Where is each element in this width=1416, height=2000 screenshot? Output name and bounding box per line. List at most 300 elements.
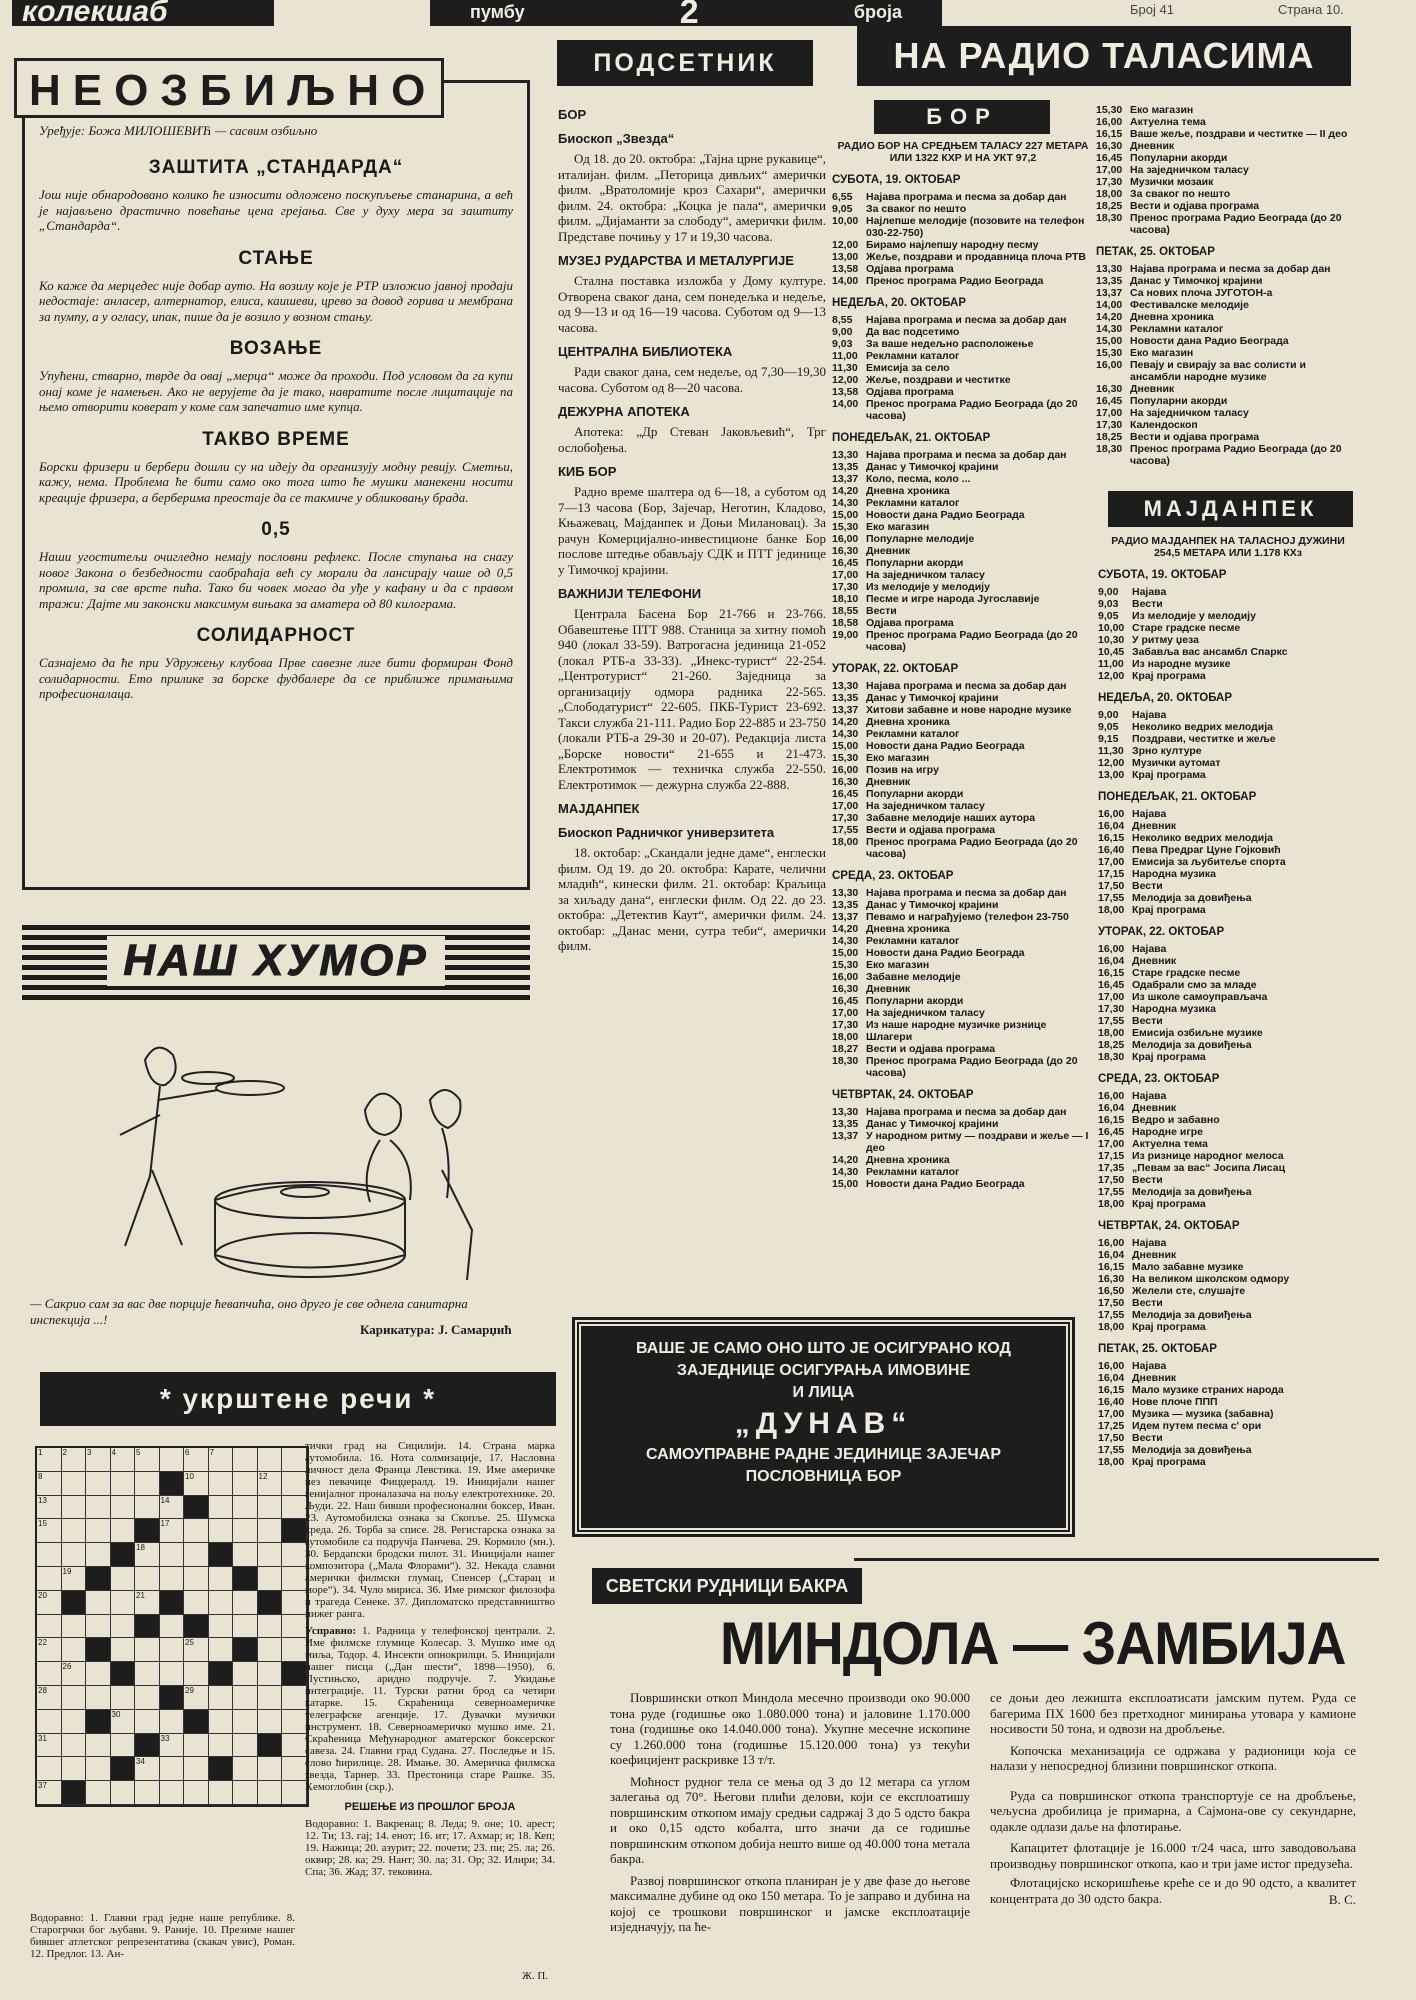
crossword-cell[interactable]: 33 bbox=[160, 1734, 185, 1758]
program-title: Најава bbox=[1132, 586, 1167, 598]
crossword-cell[interactable] bbox=[209, 1472, 234, 1496]
crossword-cell[interactable] bbox=[86, 1472, 111, 1496]
crossword-cell[interactable] bbox=[135, 1519, 160, 1543]
crossword-cell[interactable]: 4 bbox=[111, 1448, 136, 1472]
program-time: 16,04 bbox=[1098, 955, 1125, 967]
crossword-cell[interactable] bbox=[86, 1591, 111, 1615]
radio-program-entry bbox=[1098, 658, 1358, 670]
crossword-cell[interactable] bbox=[282, 1686, 307, 1710]
crossword-cell[interactable] bbox=[258, 1543, 283, 1567]
program-time: 16,00 bbox=[1096, 116, 1123, 128]
program-time: 18,00 bbox=[1098, 904, 1125, 916]
radio-program-entry bbox=[832, 398, 1094, 422]
crossword-cell[interactable] bbox=[37, 1662, 62, 1686]
program-title: „Певам за вас“ Јосипа Лисац bbox=[1132, 1162, 1286, 1174]
crossword-cell[interactable] bbox=[184, 1543, 209, 1567]
program-title: Пева Предраг Цуне Гојковић bbox=[1132, 844, 1281, 856]
humor-banner-text: НАШ ХУМОР bbox=[107, 936, 444, 986]
crossword-cell[interactable] bbox=[86, 1567, 111, 1591]
program-time: 12,00 bbox=[1098, 757, 1125, 769]
radio-program-entry bbox=[1098, 979, 1358, 991]
program-time: 18,25 bbox=[1096, 431, 1123, 443]
crossword-cell[interactable] bbox=[86, 1519, 111, 1543]
crossword-cell[interactable] bbox=[233, 1686, 258, 1710]
crossword-cell[interactable] bbox=[135, 1781, 160, 1805]
program-title: Народне игре bbox=[1132, 1126, 1203, 1138]
crossword-cell[interactable] bbox=[184, 1781, 209, 1805]
crossword-cell[interactable] bbox=[160, 1710, 185, 1734]
crossword-cell[interactable] bbox=[135, 1615, 160, 1639]
program-title: Мелодија за довиђења bbox=[1132, 1186, 1252, 1198]
program-title: Емисија за љубитеље спорта bbox=[1132, 856, 1286, 868]
crossword-cell[interactable] bbox=[209, 1519, 234, 1543]
crossword-cell[interactable] bbox=[37, 1543, 62, 1567]
crossword-cell[interactable] bbox=[258, 1638, 283, 1662]
program-title: Коло, песма, коло ... bbox=[866, 473, 971, 485]
program-title: Позив на игру bbox=[866, 764, 939, 776]
dunav-ad bbox=[575, 1320, 1072, 1534]
crossword-cell[interactable] bbox=[233, 1519, 258, 1543]
radio-program-entry bbox=[1098, 769, 1358, 781]
crossword-cell[interactable] bbox=[111, 1472, 136, 1496]
crossword-cell[interactable] bbox=[233, 1710, 258, 1734]
crossword-cell[interactable] bbox=[184, 1591, 209, 1615]
crossword-cell[interactable] bbox=[86, 1757, 111, 1781]
crossword-cell[interactable] bbox=[233, 1615, 258, 1639]
crossword-cell[interactable] bbox=[86, 1543, 111, 1567]
crossword-cell[interactable]: 7 bbox=[209, 1448, 234, 1472]
radio-program-entry bbox=[1096, 116, 1358, 128]
crossword-cell[interactable]: 21 bbox=[135, 1591, 160, 1615]
radio-program-entry bbox=[1096, 383, 1358, 395]
crossword-cell[interactable] bbox=[86, 1734, 111, 1758]
crossword-cell[interactable] bbox=[135, 1734, 160, 1758]
radio-program-entry bbox=[832, 533, 1094, 545]
radio-program-entry bbox=[832, 374, 1094, 386]
crossword-cell[interactable]: 12 bbox=[258, 1472, 283, 1496]
crossword-cell[interactable]: 22 bbox=[37, 1638, 62, 1662]
program-title: Крај програма bbox=[1132, 1051, 1206, 1063]
crossword-cell[interactable] bbox=[233, 1496, 258, 1520]
crossword-cell[interactable] bbox=[184, 1710, 209, 1734]
article-col2-p1: се доњи део лежишта експлоатисати јамским путем. Руда се багерима ПХ 1600 без претходног минирања утовара у камионе носивости 50 тона, и одвози на дробљење. bbox=[990, 1690, 1356, 1736]
podsetnik-block-head: Биоскоп „Звезда“ bbox=[558, 131, 675, 146]
radio-program-entry bbox=[832, 203, 1094, 215]
podsetnik-block-head: КИБ БОР bbox=[558, 464, 617, 479]
crossword-cell[interactable] bbox=[160, 1591, 185, 1615]
crossword-cell[interactable] bbox=[160, 1757, 185, 1781]
program-time: 13,00 bbox=[832, 251, 859, 263]
crossword-cell[interactable] bbox=[37, 1757, 62, 1781]
crossword-cell[interactable] bbox=[160, 1543, 185, 1567]
crossword-cell[interactable] bbox=[86, 1615, 111, 1639]
crossword-cell[interactable] bbox=[233, 1591, 258, 1615]
program-time: 16,00 bbox=[1098, 1360, 1125, 1372]
radio-program-entry bbox=[1098, 1027, 1358, 1039]
crossword-cell[interactable] bbox=[184, 1567, 209, 1591]
crossword-cell[interactable]: 6 bbox=[184, 1448, 209, 1472]
crossword-cell[interactable] bbox=[111, 1781, 136, 1805]
crossword-cell[interactable] bbox=[233, 1757, 258, 1781]
program-title: Забавне мелодије наших аутора bbox=[866, 812, 1036, 824]
humor-credit: Карикатура: Ј. Самарџић bbox=[360, 1322, 512, 1337]
crossword-cell[interactable] bbox=[86, 1686, 111, 1710]
crossword-cell[interactable] bbox=[282, 1662, 307, 1686]
crossword-cell[interactable] bbox=[258, 1757, 283, 1781]
crossword-cell[interactable] bbox=[258, 1496, 283, 1520]
crossword-cell[interactable] bbox=[258, 1662, 283, 1686]
crossword-cell[interactable]: 15 bbox=[37, 1519, 62, 1543]
program-title: Најава програма и песма за добар дан bbox=[866, 1106, 1067, 1118]
radio-program-entry bbox=[1098, 1396, 1358, 1408]
crossword-cell[interactable] bbox=[282, 1567, 307, 1591]
article-col2 bbox=[990, 1690, 1356, 1908]
crossword-cell[interactable]: 25 bbox=[184, 1638, 209, 1662]
radio-program-entry bbox=[832, 935, 1094, 947]
program-time: 17,55 bbox=[1098, 1186, 1125, 1198]
crossword-cell[interactable] bbox=[86, 1638, 111, 1662]
crossword-cell[interactable]: 29 bbox=[184, 1686, 209, 1710]
radio-program-entry bbox=[832, 800, 1094, 812]
crossword-cell[interactable] bbox=[209, 1638, 234, 1662]
crossword-cell[interactable] bbox=[209, 1686, 234, 1710]
crossword-cell[interactable]: 5 bbox=[135, 1448, 160, 1472]
radio-program-entry bbox=[832, 824, 1094, 836]
crossword-cell[interactable] bbox=[135, 1567, 160, 1591]
crossword-cell[interactable] bbox=[233, 1662, 258, 1686]
crossword-cell[interactable]: 26 bbox=[62, 1662, 87, 1686]
crossword-cell[interactable] bbox=[111, 1638, 136, 1662]
crossword-cell[interactable] bbox=[62, 1591, 87, 1615]
crossword-cell[interactable] bbox=[233, 1448, 258, 1472]
crossword-cell[interactable] bbox=[111, 1686, 136, 1710]
program-title: Најава програма и песма за добар дан bbox=[866, 449, 1067, 461]
radio-program-entry bbox=[832, 836, 1094, 860]
crossword-cell[interactable] bbox=[37, 1567, 62, 1591]
crossword-cell[interactable]: 34 bbox=[135, 1757, 160, 1781]
crossword-cell[interactable] bbox=[258, 1615, 283, 1639]
program-title: Рекламни каталог bbox=[866, 728, 960, 740]
radio-program-entry bbox=[832, 887, 1094, 899]
crossword-cell[interactable] bbox=[184, 1757, 209, 1781]
crossword-cell[interactable] bbox=[209, 1781, 234, 1805]
podsetnik-block-text: Ради сваког дана, сем недеље, од 7,30—19,30 часова. Суботом од 8—20 часова. bbox=[558, 364, 826, 395]
solution-head: РЕШЕЊЕ ИЗ ПРОШЛОГ БРОЈА bbox=[344, 1801, 516, 1813]
clues-down: 1. Радница у телефонској централи. 2. Име филмске глумице Колесар. 3. Мушко име од миља, Тодор. 4. Инсекти опнокрилци. 5. Иницијали нашег писца („Дан шести“, 1898—1950). 6. Пустињско, аридно подручје. 7. Укидање интеграције. 11. Турски ратни брод са четири катарке. 15. Скраћеница северноамеричке телеграфске агенције. 17. Дувачки музички инструмент. 18. Северноамеричко мушко име. 21. Скраћеница Међународног аматерског боксерског савеза. 24. Главни град Судана. 27. Последње и 15. слово ћирилице. 28. Имање. 30. Америчка филмска звезда, Тарнер. 33. Престоница старе Рашке. 35. Хемоглобин (скр.). bbox=[305, 1625, 556, 1793]
podsetnik-block-text: Апотека: „Др Стеван Јаковљевић“, Трг ослобођења. bbox=[558, 424, 826, 455]
radio-program-entry bbox=[1098, 622, 1358, 634]
crossword-cell[interactable]: 17 bbox=[160, 1519, 185, 1543]
program-time: 16,04 bbox=[1098, 1102, 1125, 1114]
crossword-cell[interactable]: 3 bbox=[86, 1448, 111, 1472]
section-text-5: Сазнајемо да ће при Удружењу клубова Прве савезне лиге бити формиран Фонд солидарности. Ето прилике за борске фудбалере да се приближе примањима професионалаца. bbox=[39, 655, 513, 701]
crossword-cell[interactable] bbox=[160, 1472, 185, 1496]
program-title: Неколико ведрих мелодија bbox=[1132, 832, 1274, 844]
crossword-cell[interactable] bbox=[282, 1734, 307, 1758]
crossword-cell[interactable] bbox=[209, 1543, 234, 1567]
crossword-cell[interactable] bbox=[233, 1472, 258, 1496]
crossword-cell[interactable] bbox=[135, 1472, 160, 1496]
article-col2-p3: Руда са површинског откопа транспортује се на дробљење, чељусна дробилица је примарна, а Сајмона-ове су секундарне, одакле одлази даље на флотирање. bbox=[990, 1787, 1356, 1834]
program-time: 17,30 bbox=[832, 1019, 859, 1031]
crossword-cell[interactable] bbox=[160, 1567, 185, 1591]
radio-program-entry bbox=[832, 971, 1094, 983]
program-title: Хитови забавне и нове народне музике bbox=[866, 704, 1072, 716]
crossword-cell[interactable] bbox=[111, 1662, 136, 1686]
crossword-cell[interactable] bbox=[111, 1496, 136, 1520]
crossword-cell[interactable] bbox=[282, 1638, 307, 1662]
program-title: Из ризнице народног мелоса bbox=[1132, 1150, 1284, 1162]
crossword-cell[interactable] bbox=[282, 1472, 307, 1496]
program-title: Емисија за село bbox=[866, 362, 950, 374]
crossword-grid bbox=[35, 1446, 309, 1807]
program-title: Дневник bbox=[866, 983, 911, 995]
program-title: Популарни акорди bbox=[866, 557, 964, 569]
program-time: 17,55 bbox=[1098, 1309, 1125, 1321]
crossword-cell[interactable] bbox=[258, 1519, 283, 1543]
program-time: 17,30 bbox=[832, 581, 859, 593]
program-time: 17,55 bbox=[1098, 892, 1125, 904]
crossword-cell[interactable] bbox=[62, 1781, 87, 1805]
radio-program-entry bbox=[1098, 991, 1358, 1003]
masthead-center-banner bbox=[430, 0, 942, 26]
crossword-cell[interactable] bbox=[233, 1781, 258, 1805]
crossword-cell[interactable] bbox=[184, 1662, 209, 1686]
radio-program-entry bbox=[832, 545, 1094, 557]
crossword-cell[interactable]: 1 bbox=[37, 1448, 62, 1472]
crossword-cell[interactable] bbox=[258, 1591, 283, 1615]
program-time: 13,30 bbox=[832, 449, 859, 461]
crossword-cell[interactable] bbox=[184, 1496, 209, 1520]
crossword-cell[interactable] bbox=[233, 1567, 258, 1591]
program-time: 16,00 bbox=[832, 971, 859, 983]
crossword-cell[interactable]: 10 bbox=[184, 1472, 209, 1496]
crossword-cell[interactable] bbox=[282, 1496, 307, 1520]
crossword-cell[interactable] bbox=[135, 1496, 160, 1520]
crossword-cell[interactable] bbox=[258, 1567, 283, 1591]
crossword-cell[interactable] bbox=[37, 1615, 62, 1639]
crossword-cell[interactable] bbox=[135, 1686, 160, 1710]
crossword-cell[interactable] bbox=[282, 1781, 307, 1805]
crossword-cell[interactable] bbox=[160, 1781, 185, 1805]
program-time: 16,00 bbox=[1098, 1237, 1125, 1249]
program-time: 17,30 bbox=[1096, 176, 1123, 188]
crossword-cell[interactable]: 19 bbox=[62, 1567, 87, 1591]
crossword-cell[interactable] bbox=[209, 1591, 234, 1615]
crossword-cell[interactable] bbox=[258, 1734, 283, 1758]
program-title: Најава програма и песма за добар дан bbox=[866, 887, 1067, 899]
program-title: Популарни акорди bbox=[1130, 152, 1228, 164]
crossword-cell[interactable] bbox=[282, 1519, 307, 1543]
crossword-cell[interactable] bbox=[111, 1519, 136, 1543]
crossword-cell[interactable] bbox=[258, 1781, 283, 1805]
crossword-cell[interactable] bbox=[62, 1472, 87, 1496]
crossword-cell[interactable] bbox=[282, 1710, 307, 1734]
radio-program-entry bbox=[1098, 1162, 1358, 1174]
crossword-cell[interactable] bbox=[62, 1757, 87, 1781]
program-title: Мелодија за довиђења bbox=[1132, 892, 1252, 904]
crossword-cell[interactable] bbox=[62, 1638, 87, 1662]
crossword-cell[interactable] bbox=[209, 1734, 234, 1758]
program-title: Актуелна тема bbox=[1130, 116, 1206, 128]
crossword-cell[interactable] bbox=[135, 1638, 160, 1662]
program-title: Жеље, поздрави и продавница плоча РТВ bbox=[866, 251, 1086, 263]
radio-program-entry bbox=[1098, 1384, 1358, 1396]
crossword-cell[interactable] bbox=[258, 1710, 283, 1734]
crossword-cell[interactable]: 31 bbox=[37, 1734, 62, 1758]
crossword-cell[interactable]: 13 bbox=[37, 1496, 62, 1520]
crossword-cell[interactable] bbox=[209, 1567, 234, 1591]
program-title: Вести и одјава програма bbox=[1130, 431, 1260, 443]
crossword-cell[interactable]: 28 bbox=[37, 1686, 62, 1710]
program-title: Еко магазин bbox=[866, 521, 930, 533]
radio-day-head: ЧЕТВРТАК, 24. ОКТОБАР bbox=[1098, 1220, 1240, 1232]
program-time: 16,15 bbox=[1096, 128, 1123, 140]
radio-program-entry bbox=[832, 911, 1094, 923]
radio-program-entry bbox=[1098, 832, 1358, 844]
crossword-cell[interactable] bbox=[160, 1448, 185, 1472]
crossword-cell[interactable] bbox=[62, 1734, 87, 1758]
crossword-cell[interactable] bbox=[111, 1591, 136, 1615]
crossword-cell[interactable] bbox=[160, 1638, 185, 1662]
program-title: Крај програма bbox=[1132, 1321, 1206, 1333]
crossword-cell[interactable] bbox=[209, 1496, 234, 1520]
radio-day-head: ПЕТАК, 25. ОКТОБАР bbox=[1098, 1343, 1217, 1355]
crossword-cell[interactable] bbox=[233, 1543, 258, 1567]
article-col2-p2: Копочска механизација се одржава у радионици која се налази у непосредној близини површинског откопа. bbox=[990, 1742, 1356, 1773]
crossword-cell[interactable] bbox=[282, 1543, 307, 1567]
crossword-cell[interactable] bbox=[282, 1615, 307, 1639]
crossword-cell[interactable] bbox=[135, 1710, 160, 1734]
crossword-cell[interactable] bbox=[111, 1615, 136, 1639]
crossword-clues-right bbox=[305, 1440, 555, 1878]
program-time: 17,00 bbox=[1096, 164, 1123, 176]
program-title: Вести bbox=[866, 605, 897, 617]
crossword-cell[interactable] bbox=[184, 1615, 209, 1639]
program-time: 14,30 bbox=[832, 1166, 859, 1178]
program-time: 16,50 bbox=[1098, 1285, 1125, 1297]
crossword-cell[interactable] bbox=[111, 1734, 136, 1758]
masthead-center-left: пумбу bbox=[470, 2, 525, 22]
radio-program-entry bbox=[832, 557, 1094, 569]
crossword-cell[interactable] bbox=[233, 1734, 258, 1758]
crossword-cell[interactable] bbox=[86, 1496, 111, 1520]
crossword-cell[interactable] bbox=[282, 1448, 307, 1472]
crossword-cell[interactable] bbox=[62, 1496, 87, 1520]
radio-program-entry bbox=[1096, 287, 1358, 299]
radio-program-entry bbox=[832, 461, 1094, 473]
crossword-cell[interactable] bbox=[86, 1781, 111, 1805]
radio-program-entry bbox=[1098, 646, 1358, 658]
crossword-cell[interactable] bbox=[258, 1686, 283, 1710]
crossword-cell[interactable] bbox=[160, 1662, 185, 1686]
crossword-cell[interactable] bbox=[111, 1567, 136, 1591]
radio-program-entry bbox=[1098, 856, 1358, 868]
crossword-cell[interactable] bbox=[209, 1662, 234, 1686]
crossword-cell[interactable] bbox=[135, 1662, 160, 1686]
crossword-cell[interactable]: 37 bbox=[37, 1781, 62, 1805]
radio-program-entry bbox=[1098, 1432, 1358, 1444]
crossword-cell[interactable] bbox=[111, 1757, 136, 1781]
program-title: Најава програма и песма за добар дан bbox=[866, 191, 1067, 203]
clues-down-head: Усправно: bbox=[305, 1625, 357, 1637]
radio-program-entry bbox=[832, 350, 1094, 362]
program-time: 16,45 bbox=[832, 995, 859, 1007]
program-time: 13,00 bbox=[1098, 769, 1125, 781]
program-title: Забавне мелодије bbox=[866, 971, 961, 983]
program-title: Бирамо најлепшу народну песму bbox=[866, 239, 1039, 251]
program-time: 15,30 bbox=[832, 959, 859, 971]
crossword-cell[interactable] bbox=[62, 1686, 87, 1710]
crossword-cell[interactable] bbox=[184, 1519, 209, 1543]
program-title: Крај програма bbox=[1132, 1456, 1206, 1468]
crossword-cell[interactable] bbox=[86, 1710, 111, 1734]
podsetnik-block-head: МУЗЕЈ РУДАРСТВА И МЕТАЛУРГИЈЕ bbox=[558, 253, 794, 268]
crossword-cell[interactable] bbox=[160, 1686, 185, 1710]
crossword-cell[interactable] bbox=[37, 1710, 62, 1734]
crossword-cell[interactable] bbox=[62, 1519, 87, 1543]
program-title: У ритму џеза bbox=[1132, 634, 1199, 646]
program-time: 16,15 bbox=[1098, 1384, 1125, 1396]
radio-program-entry bbox=[1098, 1003, 1358, 1015]
crossword-cell[interactable] bbox=[160, 1615, 185, 1639]
crossword-cell[interactable] bbox=[111, 1543, 136, 1567]
crossword-cell[interactable]: 14 bbox=[160, 1496, 185, 1520]
crossword-cell[interactable] bbox=[209, 1615, 234, 1639]
program-title: Ваше жеље, поздрави и честитке — II део bbox=[1130, 128, 1348, 140]
program-time: 13,37 bbox=[832, 473, 859, 485]
radio-program-entry bbox=[832, 449, 1094, 461]
crossword-cell[interactable]: 30 bbox=[111, 1710, 136, 1734]
crossword-cell[interactable] bbox=[282, 1757, 307, 1781]
program-time: 14,30 bbox=[832, 728, 859, 740]
program-time: 13,35 bbox=[832, 899, 859, 911]
program-time: 6,55 bbox=[832, 191, 853, 203]
program-title: Најава bbox=[1132, 1090, 1167, 1102]
crossword-cell[interactable]: 8 bbox=[37, 1472, 62, 1496]
crossword-banner: * укрштене речи * bbox=[40, 1372, 556, 1426]
program-time: 13,35 bbox=[832, 461, 859, 473]
crossword-cell[interactable] bbox=[184, 1734, 209, 1758]
program-time: 15,00 bbox=[832, 509, 859, 521]
crossword-cell[interactable] bbox=[62, 1710, 87, 1734]
crossword-cell[interactable]: 2 bbox=[62, 1448, 87, 1472]
crossword-cell[interactable] bbox=[233, 1638, 258, 1662]
crossword-cell[interactable] bbox=[209, 1710, 234, 1734]
program-title: На великом школском одмору bbox=[1132, 1273, 1290, 1285]
crossword-cell[interactable]: 20 bbox=[37, 1591, 62, 1615]
radio-program-entry bbox=[1098, 586, 1358, 598]
crossword-cell[interactable] bbox=[62, 1615, 87, 1639]
radio-program-entry bbox=[832, 1118, 1094, 1130]
radio-day-head: УТОРАК, 22. ОКТОБАР bbox=[1098, 926, 1225, 938]
crossword-cell[interactable] bbox=[62, 1543, 87, 1567]
crossword-cell[interactable] bbox=[209, 1757, 234, 1781]
program-title: Дневник bbox=[866, 545, 911, 557]
crossword-cell[interactable] bbox=[282, 1591, 307, 1615]
program-time: 9,03 bbox=[832, 338, 853, 350]
crossword-cell[interactable] bbox=[86, 1662, 111, 1686]
radio-program-entry bbox=[1096, 419, 1358, 431]
program-title: За ваше недељно расположење bbox=[866, 338, 1034, 350]
program-time: 14,20 bbox=[1096, 311, 1123, 323]
masthead-left-banner: колекшаб bbox=[12, 0, 274, 26]
radio-program-entry bbox=[1098, 598, 1358, 610]
program-title: Вести bbox=[1132, 1174, 1163, 1186]
program-time: 18,00 bbox=[1098, 1321, 1125, 1333]
crossword-cell[interactable] bbox=[258, 1448, 283, 1472]
crossword-cell[interactable]: 18 bbox=[135, 1543, 160, 1567]
